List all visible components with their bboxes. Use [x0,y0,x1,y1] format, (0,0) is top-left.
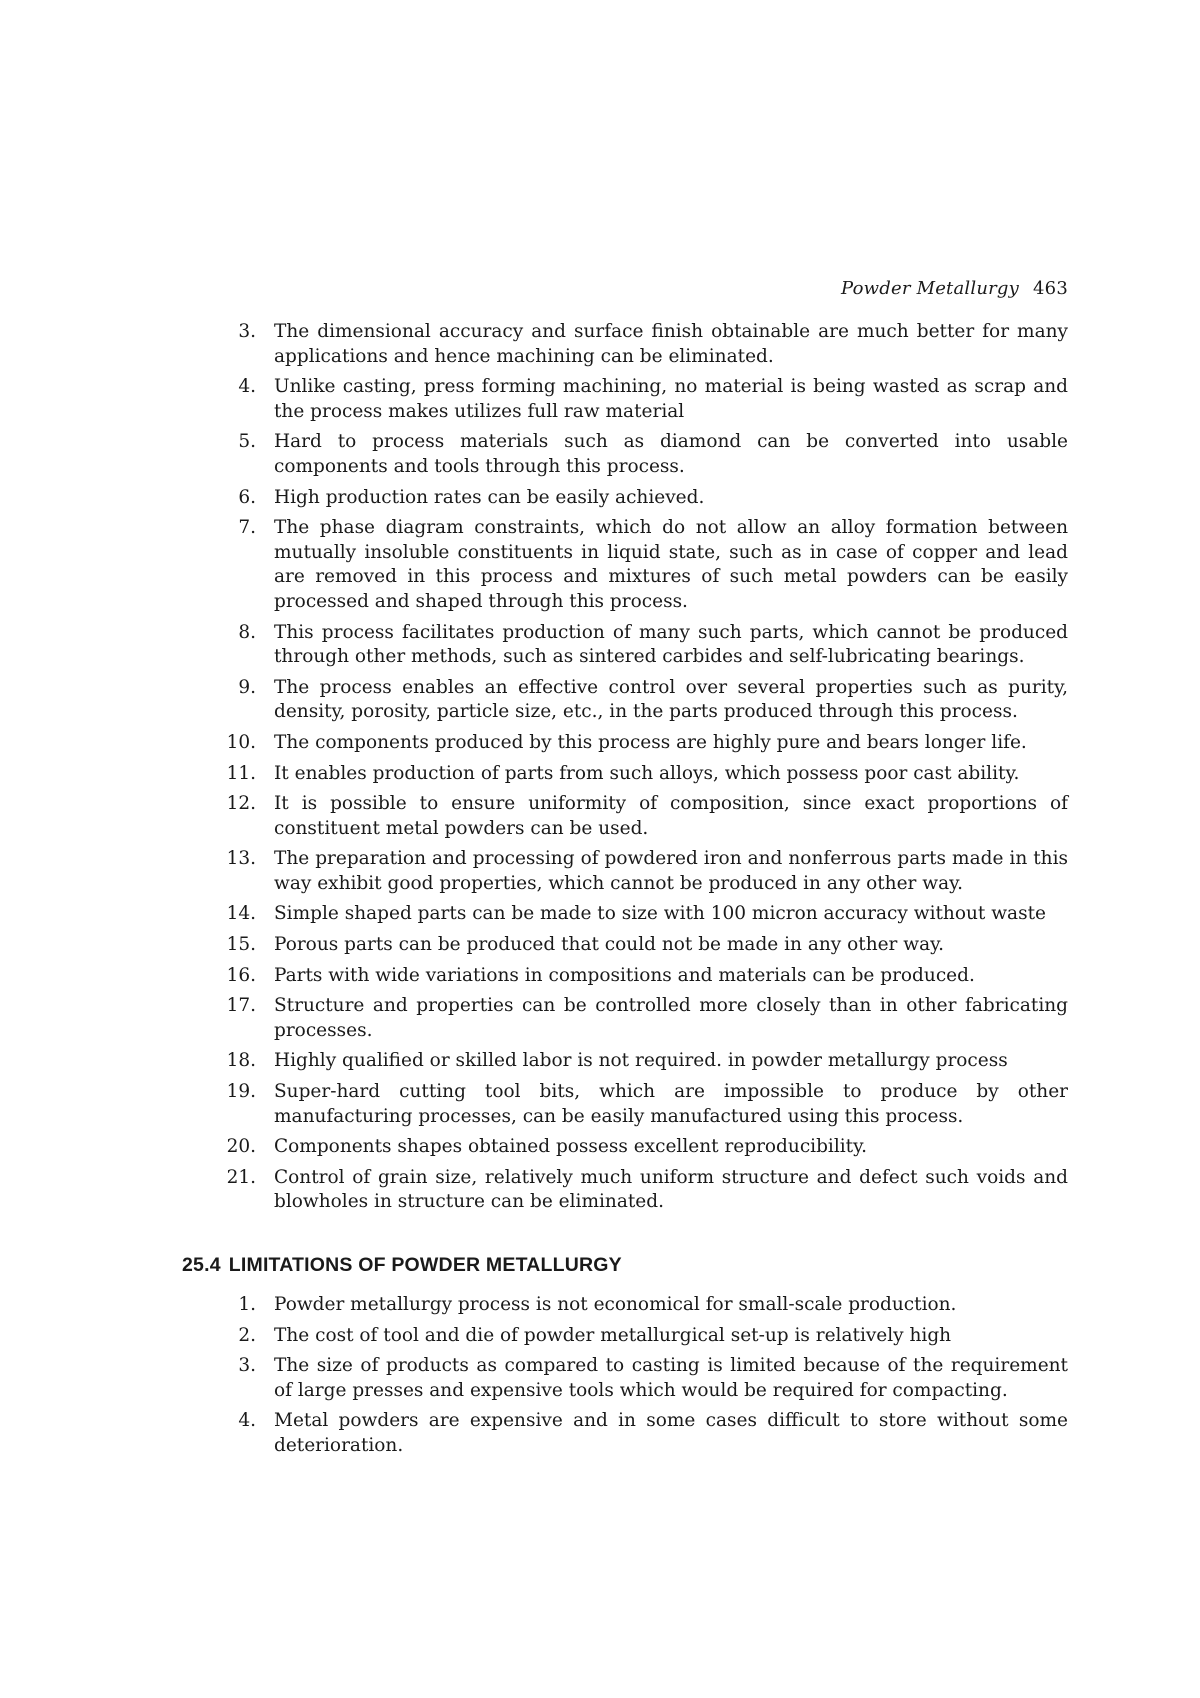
item-text: The size of products as compared to casting is limited because of the requirement of large presses and expensive tools which would be required for compacting. [274,1355,1068,1401]
item-number: 20. [226,1136,256,1158]
item-text: Unlike casting, press forming machining, no material is being wasted as scrap and the process makes utilizes full raw material [274,376,1068,422]
list-item [224,1409,1068,1458]
item-number: 4. [238,1410,256,1432]
item-text: Powder metallurgy process is not economical for small-scale production. [274,1294,957,1315]
item-number: 5. [238,431,256,453]
list-item [224,1049,1068,1074]
item-text: Highly qualified or skilled labor is not required. in powder metallurgy process [274,1050,1008,1072]
item-number: 3. [238,321,256,342]
item-number: 21. [226,1166,256,1188]
list-item [224,1354,1068,1403]
section-heading [182,1252,622,1278]
list-item [224,1135,1068,1160]
list-item [224,731,1068,756]
item-text: Simple shaped parts can be made to size with 100 micron accuracy without waste [274,903,1046,925]
list-item [224,621,1068,670]
item-number: 3. [238,1355,256,1377]
item-number: 11. [226,762,256,784]
item-text: The dimensional accuracy and surface finish obtainable are much better for many applications and hence machining can be eliminated. [274,321,1068,367]
list-item [224,486,1068,511]
item-text: Porous parts can be produced that could not be made in any other way. [274,934,945,956]
item-text: High production rates can be easily achieved. [274,486,705,508]
section-title: LIMITATIONS OF POWDER METALLURGY [228,1254,622,1276]
item-number: 12. [226,793,256,815]
item-number: 1. [238,1294,256,1315]
list-item [224,847,1068,896]
item-number: 18. [226,1050,256,1072]
item-text: The components produced by this process are highly pure and bears longer life. [274,731,1027,753]
list-item [224,1293,1068,1318]
item-number: 2. [238,1324,256,1346]
item-text: Structure and properties can be controlled more closely than in other fabricating processes. [274,995,1068,1041]
item-text: It is possible to ensure uniformity of composition, since exact proportions of constituent metal powders can be used. [274,793,1068,839]
item-text: The preparation and processing of powdered iron and nonferrous parts made in this way exhibit good properties, which cannot be produced in any other way. [274,848,1068,894]
limitations-list [224,1293,1068,1465]
item-number: 17. [226,995,256,1017]
running-header [841,277,1068,301]
item-number: 13. [226,848,256,870]
item-number: 10. [226,731,256,753]
list-item [224,792,1068,841]
item-text: Hard to process materials such as diamond can be converted into usable components and tools through this process. [274,431,1068,477]
page-number: 463 [1033,278,1068,299]
item-text: This process facilitates production of many such parts, which cannot be produced through other methods, such as sintered carbides and self-lubricating bearings. [274,621,1068,668]
list-item [224,1324,1068,1349]
list-item [224,375,1068,424]
item-number: 19. [226,1081,256,1103]
item-number: 4. [238,376,256,398]
item-number: 7. [238,517,256,539]
list-item [224,994,1068,1043]
list-item [224,320,1068,369]
item-number: 16. [226,964,256,986]
list-item [224,933,1068,958]
item-number: 15. [226,934,256,956]
running-header-title: Powder Metallurgy [841,278,1020,299]
item-text: The cost of tool and die of powder metallurgical set-up is relatively high [274,1324,952,1346]
item-text: It enables production of parts from such alloys, which possess poor cast ability. [274,762,1020,784]
list-item [224,430,1068,479]
section-number: 25.4 [182,1254,221,1276]
item-text: Super-hard cutting tool bits, which are impossible to produce by other manufacturing processes, can be easily manufactured using this process. [274,1081,1068,1127]
list-item [224,1080,1068,1129]
item-number: 9. [238,676,256,698]
list-item [224,964,1068,989]
item-number: 14. [226,903,256,925]
advantages-list [224,320,1068,1221]
item-number: 6. [238,486,256,508]
item-number: 8. [238,621,256,643]
list-item [224,902,1068,927]
item-text: Parts with wide variations in compositions and materials can be produced. [274,964,975,986]
list-item [224,676,1068,725]
item-text: The phase diagram constraints, which do not allow an alloy formation between mutually insoluble constituents in liquid state, such as in case of copper and lead are removed in this process and mixtures of such metal powders can be easily processed and shaped through this process. [274,517,1068,612]
item-text: Control of grain size, relatively much uniform structure and defect such voids and blowholes in structure can be eliminated. [274,1166,1068,1213]
item-text: The process enables an effective control over several properties such as purity, density, porosity, particle size, etc., in the parts produced through this process. [274,676,1068,723]
item-text: Metal powders are expensive and in some cases difficult to store without some deterioration. [274,1410,1068,1456]
list-item [224,516,1068,614]
item-text: Components shapes obtained possess excellent reproducibility. [274,1136,867,1158]
list-item [224,762,1068,787]
list-item [224,1166,1068,1215]
